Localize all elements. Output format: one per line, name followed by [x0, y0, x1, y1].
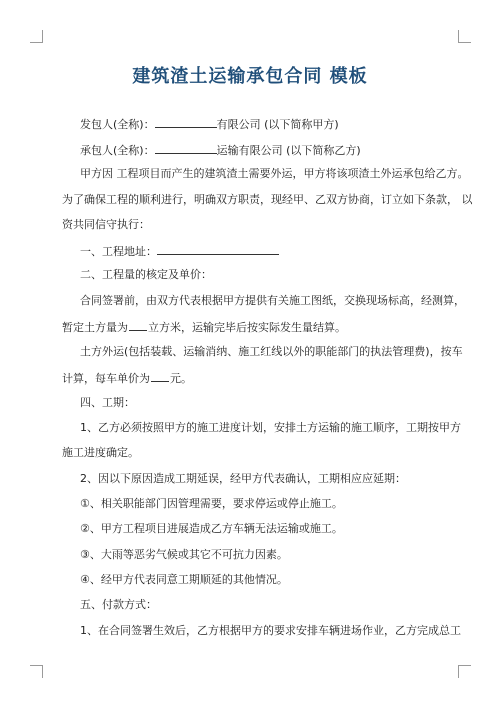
party-a-suffix: 有限公司 (以下简称甲方)	[216, 118, 339, 131]
quantity-unit: 立方米，运输完毕后按实际发生量结算。	[148, 321, 346, 334]
section-1-label: 一、工程地址：	[80, 245, 157, 258]
party-a-blank	[155, 116, 217, 128]
schedule-reason-1: ①、相关职能部门因管理需要，要求停运或停止施工。	[80, 497, 343, 510]
schedule-reason-2: ②、甲方工程项目进展造成乙方车辆无法运输或施工。	[80, 522, 343, 535]
party-b-line	[80, 142, 361, 158]
quantity-line-2	[62, 319, 346, 335]
schedule-item-1-cont: 施工进度确定。	[62, 446, 139, 459]
section-4-heading: 四、工期：	[80, 396, 135, 409]
party-b-suffix: 运输有限公司 (以下简称乙方)	[216, 144, 361, 157]
section-2-heading: 二、工程量的核定及单价：	[80, 268, 212, 281]
crop-mark-bottom-left	[30, 665, 43, 678]
section-5-heading: 五、付款方式：	[80, 598, 157, 611]
schedule-reason-4: ④、经甲方代表同意工期顺延的其他情况。	[80, 573, 288, 586]
price-line-1: 土方外运(包括装载、运输消纳、施工红线以外的职能部门的执法管理费)，按车	[80, 345, 463, 358]
party-b-label: 承包人(全称)：	[80, 144, 155, 157]
price-blank	[151, 370, 169, 382]
schedule-item-1: 1、乙方必须按照甲方的施工进度计划，安排土方运输的施工顺序，工期按甲方	[80, 421, 461, 434]
crop-mark-top-left	[30, 30, 43, 43]
intro-line-1: 甲方因 工程项目而产生的建筑渣土需要外运，甲方将该项渣土外运承包给乙方。	[80, 167, 469, 180]
schedule-reason-3: ③、大雨等恶劣气候或其它不可抗力因素。	[80, 548, 288, 561]
intro-line-2: 为了确保工程的顺利进行，明确双方职责，现经甲、乙双方协商，订立如下条款， 以	[62, 193, 473, 206]
quantity-line-1: 合同签署前，由双方代表根据甲方提供有关施工图纸，交换现场标高，经测算，	[80, 294, 465, 307]
schedule-item-2: 2、因以下原因造成工期延误，经甲方代表确认，工期相应应延期：	[80, 472, 406, 485]
party-a-line	[80, 116, 339, 132]
price-unit: 元。	[170, 372, 192, 385]
price-line-2	[62, 370, 192, 386]
party-a-label: 发包人(全称)：	[80, 118, 155, 131]
crop-mark-bottom-right	[458, 665, 471, 678]
party-b-blank	[155, 142, 217, 154]
intro-line-3: 资共同信守执行：	[62, 218, 150, 231]
section-1-address	[80, 243, 279, 259]
address-blank	[157, 243, 279, 255]
crop-mark-top-right	[458, 30, 471, 43]
quantity-blank	[129, 319, 147, 331]
document-title: 建筑渣土运输承包合同 模板	[132, 66, 368, 87]
quantity-prefix: 暂定土方量为	[62, 321, 128, 334]
payment-item-1: 1、在合同签署生效后，乙方根据甲方的要求安排车辆进场作业，乙方完成总工	[80, 624, 461, 637]
price-prefix: 计算，每车单价为	[62, 372, 150, 385]
